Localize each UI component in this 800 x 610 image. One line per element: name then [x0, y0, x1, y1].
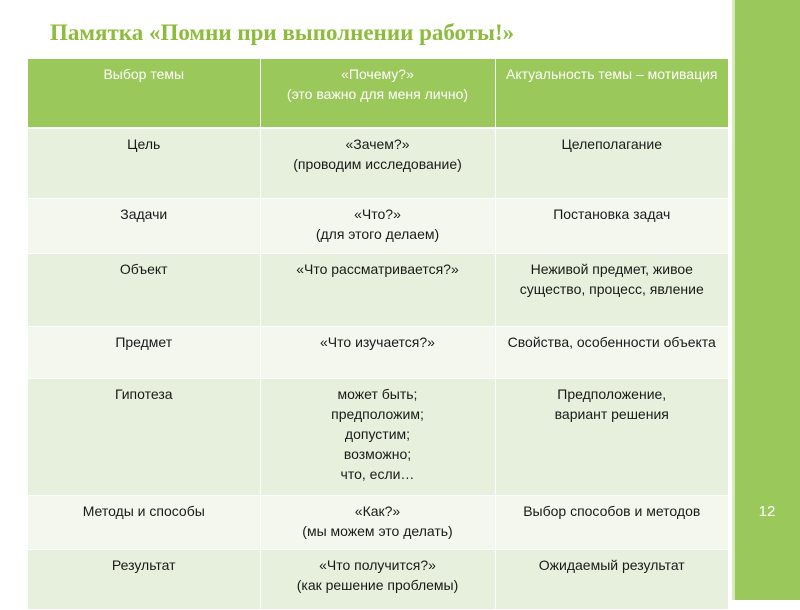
row-meaning: Неживой предмет, живое существо, процесс, явление	[495, 253, 728, 326]
row-question: «Как?» (мы можем это делать)	[260, 495, 495, 549]
row-label: Цель	[28, 128, 260, 198]
table-row-goal	[28, 128, 728, 198]
table-row-result	[28, 549, 728, 609]
row-question: «Что получится?» (как решение проблемы)	[260, 549, 495, 609]
row-meaning: Предположение, вариант решения	[495, 378, 728, 495]
table-header-row	[28, 59, 728, 128]
page-title: Памятка «Помни при выполнении работы!»	[50, 20, 515, 45]
row-label: Предмет	[28, 326, 260, 378]
table-row-object	[28, 253, 728, 326]
row-label: Методы и способы	[28, 495, 260, 549]
table-row-tasks	[28, 198, 728, 253]
row-meaning: Целеполагание	[495, 128, 728, 198]
memo-table	[28, 59, 728, 610]
row-meaning: Свойства, особенности объекта	[495, 326, 728, 378]
row-question: «Что рассматривается?»	[260, 253, 495, 326]
row-label: Гипотеза	[28, 378, 260, 495]
row-meaning: Постановка задач	[495, 198, 728, 253]
row-question: может быть; предположим; допустим; возможно; что, если…	[260, 378, 495, 495]
row-label: Задачи	[28, 198, 260, 253]
table-row-methods	[28, 495, 728, 549]
header-why: «Почему?» (это важно для меня лично)	[260, 59, 495, 128]
row-question: «Зачем?» (проводим исследование)	[260, 128, 495, 198]
row-label: Объект	[28, 253, 260, 326]
row-meaning: Ожидаемый результат	[495, 549, 728, 609]
table-row-hypothesis	[28, 378, 728, 495]
row-meaning: Выбор способов и методов	[495, 495, 728, 549]
header-topic-choice: Выбор темы	[28, 59, 260, 128]
slide-number: 12	[758, 503, 776, 520]
row-label: Результат	[28, 549, 260, 609]
row-question: «Что?» (для этого делаем)	[260, 198, 495, 253]
header-relevance: Актуальность темы – мотивация	[495, 59, 728, 128]
table-row-subject	[28, 326, 728, 378]
row-question: «Что изучается?»	[260, 326, 495, 378]
